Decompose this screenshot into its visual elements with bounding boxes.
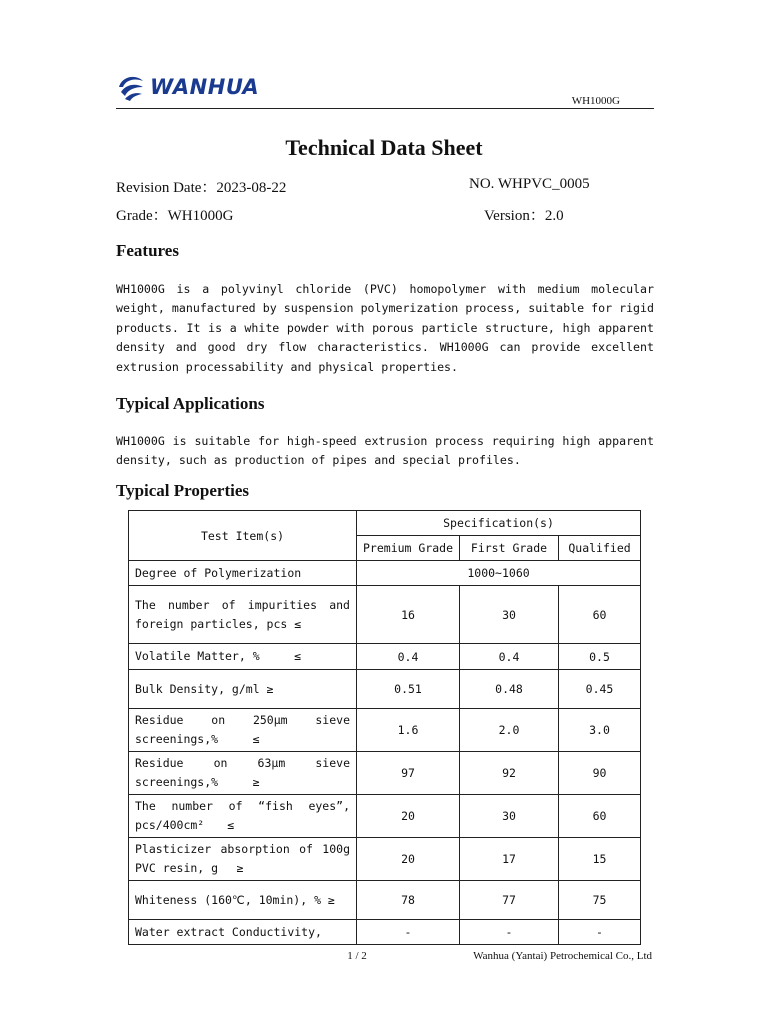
logo-text: WANHUA — [150, 75, 260, 99]
row-first: 30 — [460, 586, 559, 644]
col-test-item: Test Item(s) — [129, 511, 357, 561]
row-qualified: 90 — [559, 752, 641, 795]
row-qualified: 15 — [559, 838, 641, 881]
table-row — [129, 920, 641, 945]
applications-heading: Typical Applications — [116, 394, 265, 413]
row-first: - — [460, 920, 559, 945]
footer-company: Wanhua (Yantai) Petrochemical Co., Ltd — [473, 950, 652, 962]
row-qualified: 0.45 — [559, 670, 641, 709]
row-premium: 97 — [357, 752, 460, 795]
table-row — [129, 561, 641, 586]
table-header-row — [129, 511, 641, 536]
table-row — [129, 644, 641, 670]
table-row — [129, 586, 641, 644]
row-premium: 20 — [357, 838, 460, 881]
table-row — [129, 752, 641, 795]
features-text: WH1000G is a polyvinyl chloride (PVC) homopolymer with medium molecular weight, manufactured by suspension polymerization process, suitable for rigid products. It is a white powder with porous particle structure, high apparent density and good dry flow characteristics. WH1000G can provide excellent extrusion processability and physical properties. — [116, 282, 654, 374]
row-qualified: 3.0 — [559, 709, 641, 752]
row-qualified: 75 — [559, 881, 641, 920]
page-title: Technical Data Sheet — [285, 135, 483, 160]
header-product-code: WH1000G — [571, 95, 620, 107]
row-item: The number of impurities and foreign particles, pcs ≤ — [129, 586, 357, 644]
row-qualified: 0.5 — [559, 644, 641, 670]
col-first-grade: First Grade — [460, 536, 559, 561]
document-number: NO. WHPVC_0005 — [469, 176, 590, 192]
header-divider — [116, 108, 654, 109]
row-premium: 16 — [357, 586, 460, 644]
row-premium: 0.51 — [357, 670, 460, 709]
revision-date: Revision Date：2023-08-22 — [116, 180, 287, 196]
col-specification: Specification(s) — [357, 511, 641, 536]
row-premium: 1.6 — [357, 709, 460, 752]
row-first: 17 — [460, 838, 559, 881]
row-premium: - — [357, 920, 460, 945]
row-first: 0.4 — [460, 644, 559, 670]
row-qualified: 60 — [559, 795, 641, 838]
table-row — [129, 838, 641, 881]
wanhua-logo-icon — [116, 72, 146, 102]
row-premium: 0.4 — [357, 644, 460, 670]
row-item: Degree of Polymerization — [129, 561, 357, 586]
row-item: Water extract Conductivity, — [129, 920, 357, 945]
properties-heading: Typical Properties — [116, 481, 249, 500]
col-premium-grade: Premium Grade — [357, 536, 460, 561]
row-first: 2.0 — [460, 709, 559, 752]
properties-table — [128, 510, 641, 945]
table-row — [129, 795, 641, 838]
row-item: The number of “fish eyes”, pcs/400cm² ≤ — [129, 795, 357, 838]
page-number: 1 / 2 — [347, 950, 367, 962]
company-logo — [116, 70, 259, 104]
row-first: 92 — [460, 752, 559, 795]
grade: Grade：WH1000G — [116, 208, 234, 224]
row-item: Residue on 250μm sieve screenings,% ≤ — [129, 709, 357, 752]
table-row — [129, 670, 641, 709]
row-item: Plasticizer absorption of 100g PVC resin, g ≥ — [129, 838, 357, 881]
row-premium: 20 — [357, 795, 460, 838]
applications-text: WH1000G is suitable for high-speed extrusion process requiring high apparent density, such as production of pipes and special profiles. — [116, 434, 654, 468]
row-first: 0.48 — [460, 670, 559, 709]
col-qualified: Qualified — [559, 536, 641, 561]
row-qualified: 60 — [559, 586, 641, 644]
version: Version：2.0 — [484, 208, 564, 224]
row-qualified: - — [559, 920, 641, 945]
row-first: 30 — [460, 795, 559, 838]
row-premium: 78 — [357, 881, 460, 920]
row-item: Residue on 63μm sieve screenings,% ≥ — [129, 752, 357, 795]
row-value: 1000~1060 — [357, 561, 641, 586]
row-item: Volatile Matter, % ≤ — [129, 644, 357, 670]
features-heading: Features — [116, 241, 179, 260]
row-first: 77 — [460, 881, 559, 920]
table-row — [129, 709, 641, 752]
row-item: Bulk Density, g/ml ≥ — [129, 670, 357, 709]
row-item: Whiteness (160℃, 10min), % ≥ — [129, 881, 357, 920]
table-row — [129, 881, 641, 920]
